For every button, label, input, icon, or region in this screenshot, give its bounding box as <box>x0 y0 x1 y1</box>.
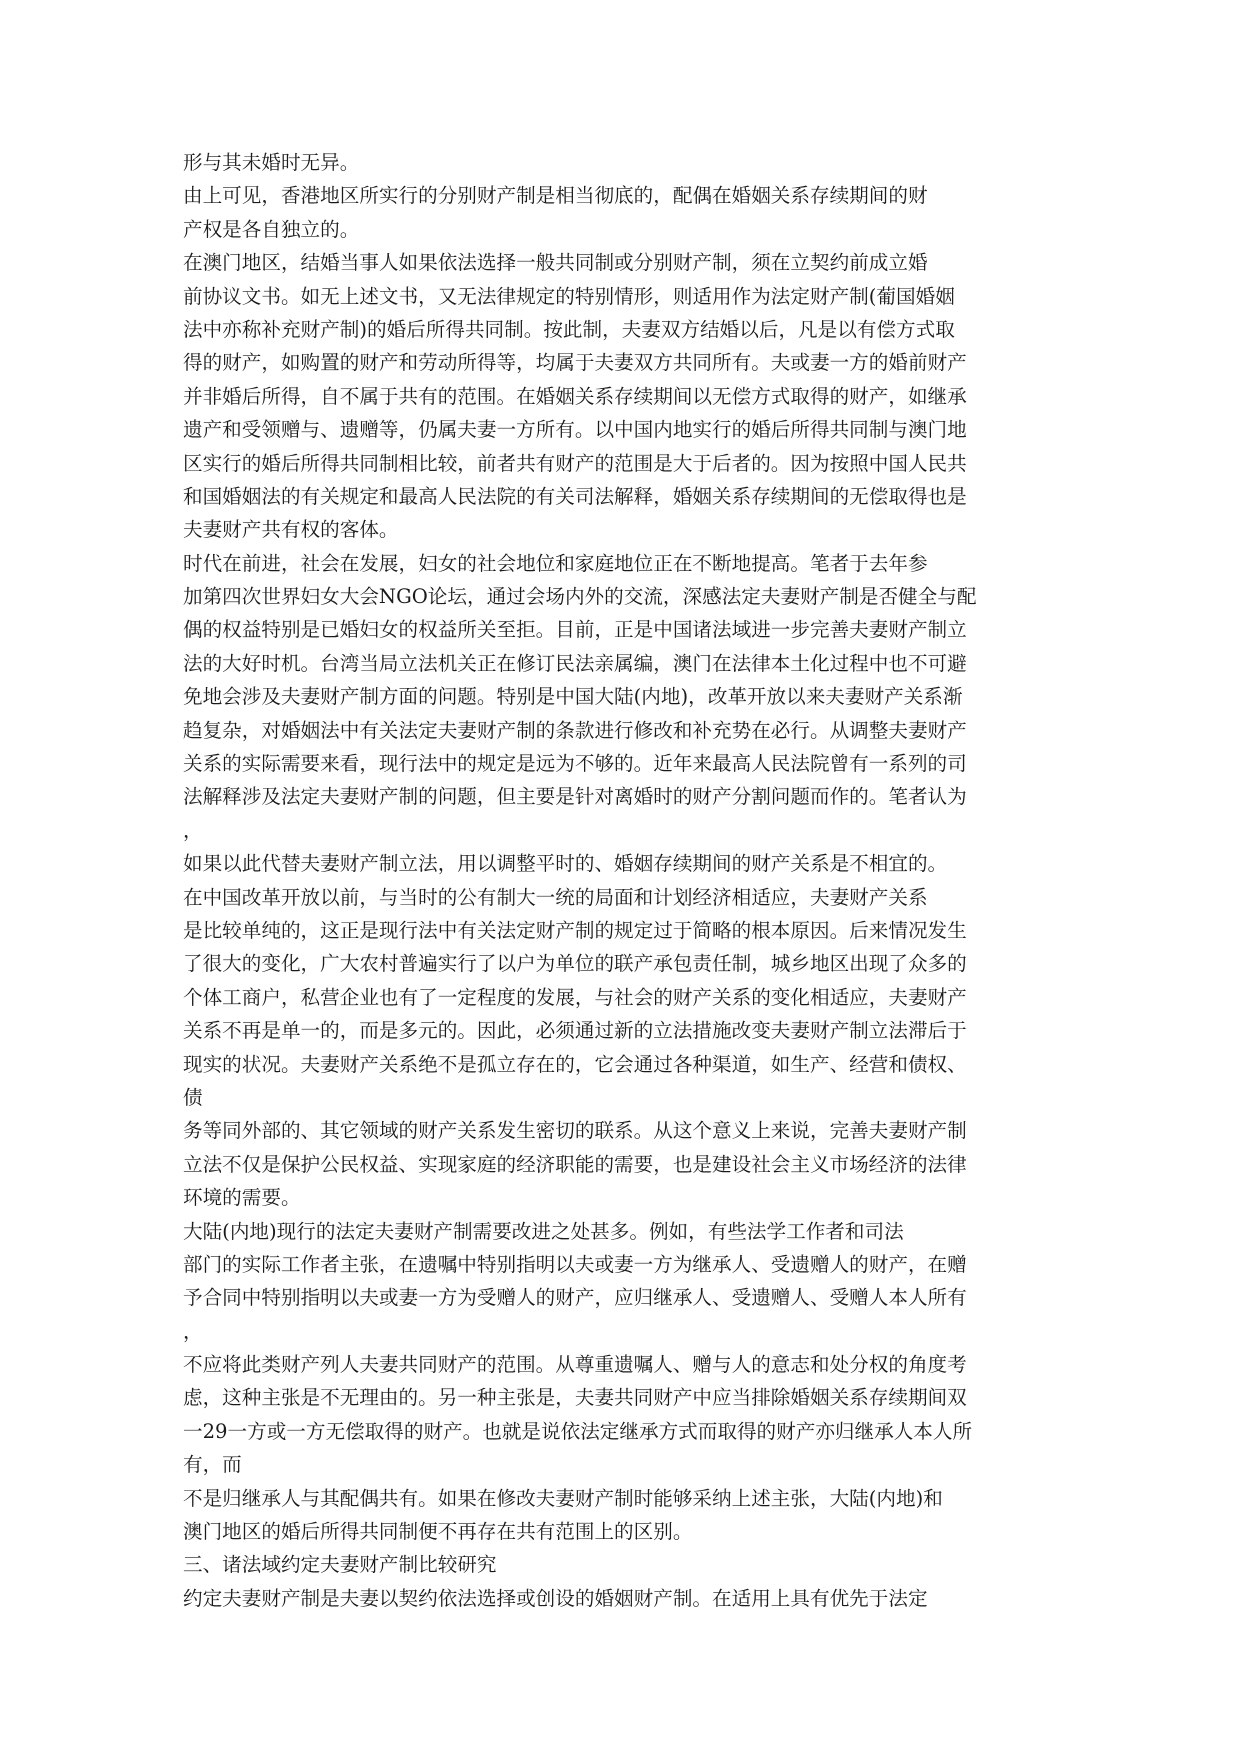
text-line: ， <box>183 818 203 842</box>
text-line: 债 <box>183 1085 203 1109</box>
text-line: 立法不仅是保护公民权益、实现家庭的经济职能的需要，也是建设社会主义市场经济的法律 <box>183 1152 967 1176</box>
text-line: 如果以此代替夫妻财产制立法，用以调整平时的、婚姻存续期间的财产关系是不相宜的。 <box>183 852 948 876</box>
text-line: 形与其未婚时无异。 <box>183 151 360 174</box>
text-line: 在澳门地区，结婚当事人如果依法选择一般共同制或分别财产制，须在立契约前成立婚 <box>183 251 928 275</box>
text-line: 现实的状况。夫妻财产关系绝不是孤立存在的，它会通过各种渠道，如生产、经营和债权、 <box>183 1052 967 1076</box>
text-line: 不应将此类财产列人夫妻共同财产的范围。从尊重遗嘱人、赠与人的意志和处分权的角度考 <box>183 1353 967 1377</box>
text-line: 遗产和受领赠与、遗赠等，仍属夫妻一方所有。以中国内地实行的婚后所得共同制与澳门地 <box>183 418 967 442</box>
text-line: 一29一方或一方无偿取得的财产。也就是说依法定继承方式而取得的财产亦归继承人本人所 <box>183 1419 973 1443</box>
text-line: 约定夫妻财产制是夫妻以契约依法选择或创设的婚姻财产制。在适用上具有优先于法定 <box>183 1586 928 1610</box>
text-line: 并非婚后所得，自不属于共有的范围。在婚姻关系存续期间以无偿方式取得的财产，如继承 <box>183 384 967 408</box>
text-line: 趋复杂，对婚姻法中有关法定夫妻财产制的条款进行修改和补充势在必行。从调整夫妻财产 <box>183 718 967 742</box>
text-line: 前协议文书。如无上述文书，又无法律规定的特别情形，则适用作为法定财产制(葡国婚姻 <box>183 284 955 308</box>
text-line: 在中国改革开放以前，与当时的公有制大一统的局面和计划经济相适应，夫妻财产关系 <box>183 885 928 909</box>
text-line: 法解释涉及法定夫妻财产制的问题，但主要是针对离婚时的财产分割问题而作的。笔者认为 <box>183 785 967 809</box>
text-line: 得的财产，如购置的财产和劳动所得等，均属于夫妻双方共同所有。夫或妻一方的婚前财产 <box>183 351 967 375</box>
text-line: 区实行的婚后所得共同制相比较，前者共有财产的范围是大于后者的。因为按照中国人民共 <box>183 451 967 475</box>
text-line: 有，而 <box>183 1453 242 1477</box>
text-line: 部门的实际工作者主张，在遗嘱中特别指明以夫或妻一方为继承人、受遗赠人的财产，在赠 <box>183 1252 967 1276</box>
text-line: 夫妻财产共有权的客体。 <box>183 518 399 542</box>
text-line: 了很大的变化，广大农村普遍实行了以户为单位的联产承包责任制，城乡地区出现了众多的 <box>183 952 967 976</box>
text-line: 个体工商户，私营企业也有了一定程度的发展，与社会的财产关系的变化相适应，夫妻财产 <box>183 985 967 1009</box>
text-line: 予合同中特别指明以夫或妻一方为受赠人的财产，应归继承人、受遗赠人、受赠人本人所有 <box>183 1286 967 1310</box>
text-line: 三、诸法域约定夫妻财产制比较研究 <box>183 1553 497 1577</box>
text-line: 大陆(内地)现行的法定夫妻财产制需要改进之处甚多。例如，有些法学工作者和司法 <box>183 1219 904 1243</box>
text-line: 产权是各自独立的。 <box>183 217 360 241</box>
text-line: 时代在前进，社会在发展，妇女的社会地位和家庭地位正在不断地提高。笔者于去年参 <box>183 551 928 575</box>
text-line: ， <box>183 1319 203 1343</box>
text-line: 和国婚姻法的有关规定和最高人民法院的有关司法解释，婚姻关系存续期间的无偿取得也是 <box>183 484 967 508</box>
text-line: 关系的实际需要来看，现行法中的规定是远为不够的。近年来最高人民法院曾有一系列的司 <box>183 752 967 776</box>
text-line: 务等同外部的、其它领域的财产关系发生密切的联系。从这个意义上来说，完善夫妻财产制 <box>183 1119 967 1143</box>
text-line: 法的大好时机。台湾当局立法机关正在修订民法亲属编，澳门在法律本土化过程中也不可避 <box>183 651 967 675</box>
text-line: 澳门地区的婚后所得共同制便不再存在共有范围上的区别。 <box>183 1520 693 1544</box>
text-line: 偶的权益特别是已婚妇女的权益所关至拒。目前，正是中国诸法域进一步完善夫妻财产制立 <box>183 618 967 642</box>
document-body <box>183 146 1063 1615</box>
text-line: 法中亦称补充财产制)的婚后所得共同制。按此制，夫妻双方结婚以后，凡是以有偿方式取 <box>183 317 955 341</box>
text-line: 是比较单纯的，这正是现行法中有关法定财产制的规定过于简略的根本原因。后来情况发生 <box>183 918 967 942</box>
text-line: 免地会涉及夫妻财产制方面的问题。特别是中国大陆(内地)，改革开放以来夫妻财产关系渐 <box>183 685 963 709</box>
text-line: 不是归继承人与其配偶共有。如果在修改夫妻财产制时能够采纳上述主张，大陆(内地)和 <box>183 1486 943 1510</box>
text-line: 由上可见，香港地区所实行的分别财产制是相当彻底的，配偶在婚姻关系存续期间的财 <box>183 184 928 208</box>
text-line: 加第四次世界妇女大会NGO论坛，通过会场内外的交流，深感法定夫妻财产制是否健全与配 <box>183 585 977 609</box>
text-line: 虑，这种主张是不无理由的。另一种主张是，夫妻共同财产中应当排除婚姻关系存续期间双 <box>183 1386 967 1410</box>
text-line: 环境的需要。 <box>183 1186 301 1210</box>
text-line: 关系不再是单一的，而是多元的。因此，必须通过新的立法措施改变夫妻财产制立法滞后于 <box>183 1019 967 1043</box>
